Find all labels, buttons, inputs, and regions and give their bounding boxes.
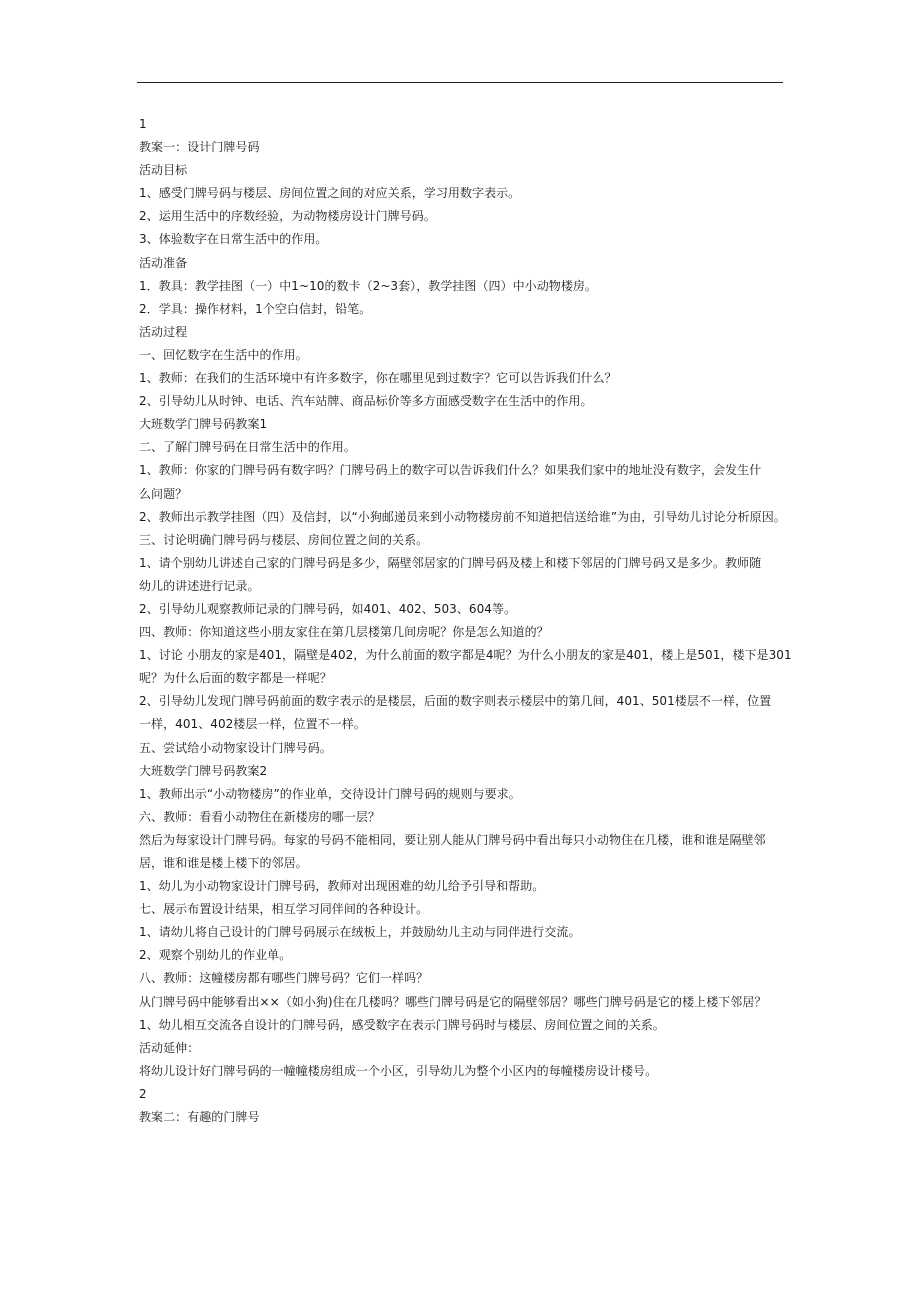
paragraph: 大班数学门牌号码教案2	[139, 763, 268, 778]
section-heading: 活动过程	[139, 324, 188, 339]
paragraph: 三、讨论明确门牌号码与楼层、房间位置之间的关系。	[139, 532, 429, 547]
paragraph: 二、了解门牌号码在日常生活中的作用。	[139, 440, 356, 455]
paragraph: 1、教师出示“小动物楼房”的作业单，交待设计门牌号码的规则与要求。	[139, 786, 521, 801]
paragraph: 1、感受门牌号码与楼层、房间位置之间的对应关系，学习用数字表示。	[139, 186, 521, 201]
paragraph: 2、运用生活中的序数经验，为动物楼房设计门牌号码。	[139, 209, 436, 224]
paragraph: 3、体验数字在日常生活中的作用。	[139, 232, 328, 247]
paragraph: 么问题？	[139, 486, 188, 501]
paragraph: 一、回忆数字在生活中的作用。	[139, 347, 308, 362]
document-body	[139, 113, 792, 1129]
paragraph: 1、教师：你家的门牌号码有数字吗？门牌号码上的数字可以告诉我们什么？如果我们家中的地址没有数字，会发生什	[139, 463, 762, 478]
paragraph: 2．学具：操作材料，1个空白信封，铅笔。	[139, 301, 372, 316]
paragraph: 将幼儿设计好门牌号码的一幢幢楼房组成一个小区，引导幼儿为整个小区内的每幢楼房设计楼号。	[139, 1063, 658, 1078]
paragraph: 2、观察个别幼儿的作业单。	[139, 948, 292, 963]
paragraph: 七、展示布置设计结果，相互学习同伴间的各种设计。	[139, 902, 429, 917]
paragraph: 从门牌号码中能够看出××（如小狗)住在几楼吗？哪些门牌号码是它的隔壁邻居？哪些门牌号码是它的楼上楼下邻居？	[139, 994, 767, 1009]
paragraph: 2、引导幼儿从时钟、电话、汽车站牌、商品标价等多方面感受数字在生活中的作用。	[139, 394, 593, 409]
section-heading: 活动延伸：	[139, 1040, 200, 1055]
section-heading: 活动准备	[139, 255, 188, 270]
paragraph: 呢？为什么后面的数字都是一样呢？	[139, 671, 332, 686]
paragraph: 1．教具：教学挂图（一）中1~10的数卡（2~3套），教学挂图（四）中小动物楼房。	[139, 278, 597, 293]
paragraph: 1、幼儿相互交流各自设计的门牌号码，感受数字在表示门牌号码时与楼层、房间位置之间的关系。	[139, 1017, 665, 1032]
paragraph: 六、教师：看看小动物住在新楼房的哪一层？	[139, 809, 381, 824]
section-number: 1	[139, 117, 147, 131]
paragraph: 2、教师出示教学挂图（四）及信封，以“小狗邮递员来到小动物楼房前不知道把信送给谁”为由，引导幼儿讨论分析原因。	[139, 509, 786, 524]
paragraph: 一样，401、402楼层一样，位置不一样。	[139, 717, 366, 732]
paragraph: 2、引导幼儿发现门牌号码前面的数字表示的是楼层，后面的数字则表示楼层中的第几间，401、501楼层不一样，位置	[139, 694, 772, 709]
paragraph: 八、教师：这幢楼房都有哪些门牌号码？它们一样吗？	[139, 971, 429, 986]
section-heading: 活动目标	[139, 163, 188, 178]
paragraph: 1、教师：在我们的生活环境中有许多数字，你在哪里见到过数字？它可以告诉我们什么？	[139, 371, 617, 386]
lesson-title: 教案二：有趣的门牌号	[139, 1110, 260, 1125]
paragraph: 1、讨论 小朋友的家是401，隔壁是402，为什么前面的数字都是4呢？为什么小朋友的家是401，楼上是501，楼下是301	[139, 648, 792, 663]
paragraph: 1、请个别幼儿讲述自己家的门牌号码是多少，隔壁邻居家的门牌号码及楼上和楼下邻居的门牌号码又是多少。教师随	[139, 555, 762, 570]
paragraph: 然后为每家设计门牌号码。每家的号码不能相同，要让别人能从门牌号码中看出每只小动物住在几楼，谁和谁是隔壁邻	[139, 832, 766, 847]
paragraph: 2、引导幼儿观察教师记录的门牌号码，如401、402、503、604等。	[139, 601, 517, 616]
paragraph: 五、尝试给小动物家设计门牌号码。	[139, 740, 332, 755]
paragraph: 1、请幼儿将自己设计的门牌号码展示在绒板上，并鼓励幼儿主动与同伴进行交流。	[139, 925, 581, 940]
paragraph: 1、幼儿为小动物家设计门牌号码，教师对出现困难的幼儿给予引导和帮助。	[139, 879, 545, 894]
paragraph: 居，谁和谁是楼上楼下的邻居。	[139, 856, 308, 870]
paragraph: 幼儿的讲述进行记录。	[139, 578, 260, 593]
header-rule	[137, 82, 783, 83]
lesson-title: 教案一：设计门牌号码	[139, 140, 260, 155]
section-number: 2	[139, 1086, 147, 1101]
paragraph: 四、教师：你知道这些小朋友家住在第几层楼第几间房呢？你是怎么知道的？	[139, 625, 549, 640]
paragraph: 大班数学门牌号码教案1	[139, 417, 268, 432]
